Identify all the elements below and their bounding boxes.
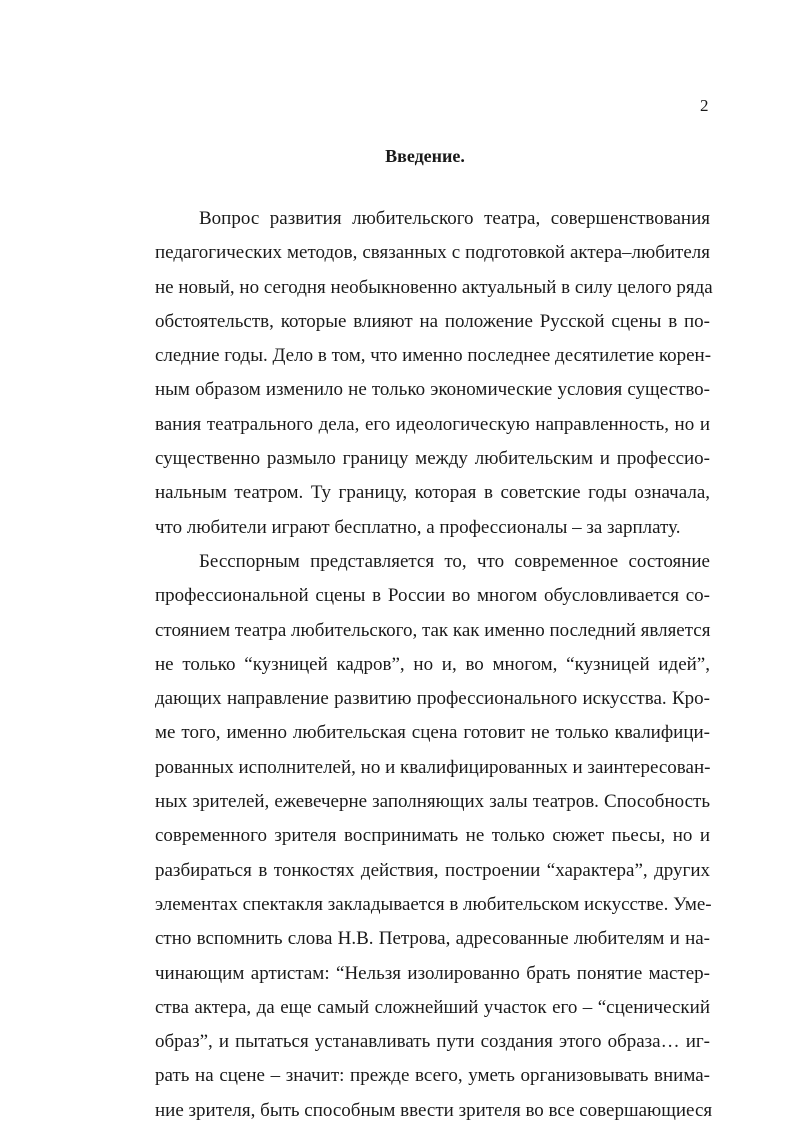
text-line: не новый, но сегодня необыкновенно актуальный в силу целого ряда	[155, 276, 713, 298]
text-line: Бесспорным представляется то, что современное состояние	[199, 550, 710, 572]
text-line: обстоятельств, которые влияют на положение Русской сцены в по-	[155, 310, 710, 332]
body-text	[155, 202, 713, 1128]
text-line: существенно размыло границу между любительским и профессио-	[155, 448, 710, 470]
text-line: нальным театром. Ту границу, которая в советские годы означала,	[155, 482, 710, 504]
text-line: не только “кузницей кадров”, но и, во многом, “кузницей идей”,	[155, 653, 710, 675]
text-line: Вопрос развития любительского театра, совершенствования	[199, 208, 710, 229]
text-line: стоянием театра любительского, так как именно последний является	[155, 619, 711, 641]
paragraph-1	[155, 202, 713, 545]
text-line: ме того, именно любительская сцена готовит не только квалифици-	[155, 722, 710, 744]
text-line: ных зрителей, ежевечерне заполняющих залы театров. Способность	[155, 791, 710, 813]
text-line: современного зрителя воспринимать не только сюжет пьесы, но и	[155, 825, 710, 847]
text-line: ства актера, да еще самый сложнейший участок его – “сценический	[155, 996, 710, 1018]
paragraph-2	[155, 545, 713, 1128]
text-line: элементах спектакля закладывается в любительском искусстве. Уме-	[155, 893, 712, 915]
text-line: образ”, и пытаться устанавливать пути создания этого образа… иг-	[155, 1031, 710, 1053]
text-line: профессиональной сцены в России во многом обусловливается со-	[155, 585, 710, 607]
text-line: чинающим артистам: “Нельзя изолированно брать понятие мастер-	[155, 962, 710, 984]
text-line: рать на сцене – значит: прежде всего, уметь организовывать внима-	[155, 1065, 710, 1087]
text-line: дающих направление развитию профессионального искусства. Кро-	[155, 688, 710, 710]
text-line: разбираться в тонкостях действия, построении “характера”, других	[155, 859, 710, 881]
text-line: вания театрального дела, его идеологическую направленность, но и	[155, 413, 710, 435]
text-line: ным образом изменило не только экономические условия существо-	[155, 379, 710, 401]
section-heading: Введение.	[385, 146, 465, 166]
text-line: что любители играют бесплатно, а профессионалы – за зарплату.	[155, 516, 681, 538]
text-line: рованных исполнителей, но и квалифицированных и заинтересован-	[155, 756, 711, 778]
text-line: педагогических методов, связанных с подготовкой актера–любителя	[155, 242, 710, 264]
text-line: ние зрителя, быть способным ввести зрителя во все совершающиеся	[155, 1099, 713, 1121]
text-line: следние годы. Дело в том, что именно последнее десятилетие корен-	[155, 345, 712, 367]
page-number: 2	[700, 96, 709, 115]
text-line: стно вспомнить слова Н.В. Петрова, адресованные любителям и на-	[155, 928, 710, 950]
